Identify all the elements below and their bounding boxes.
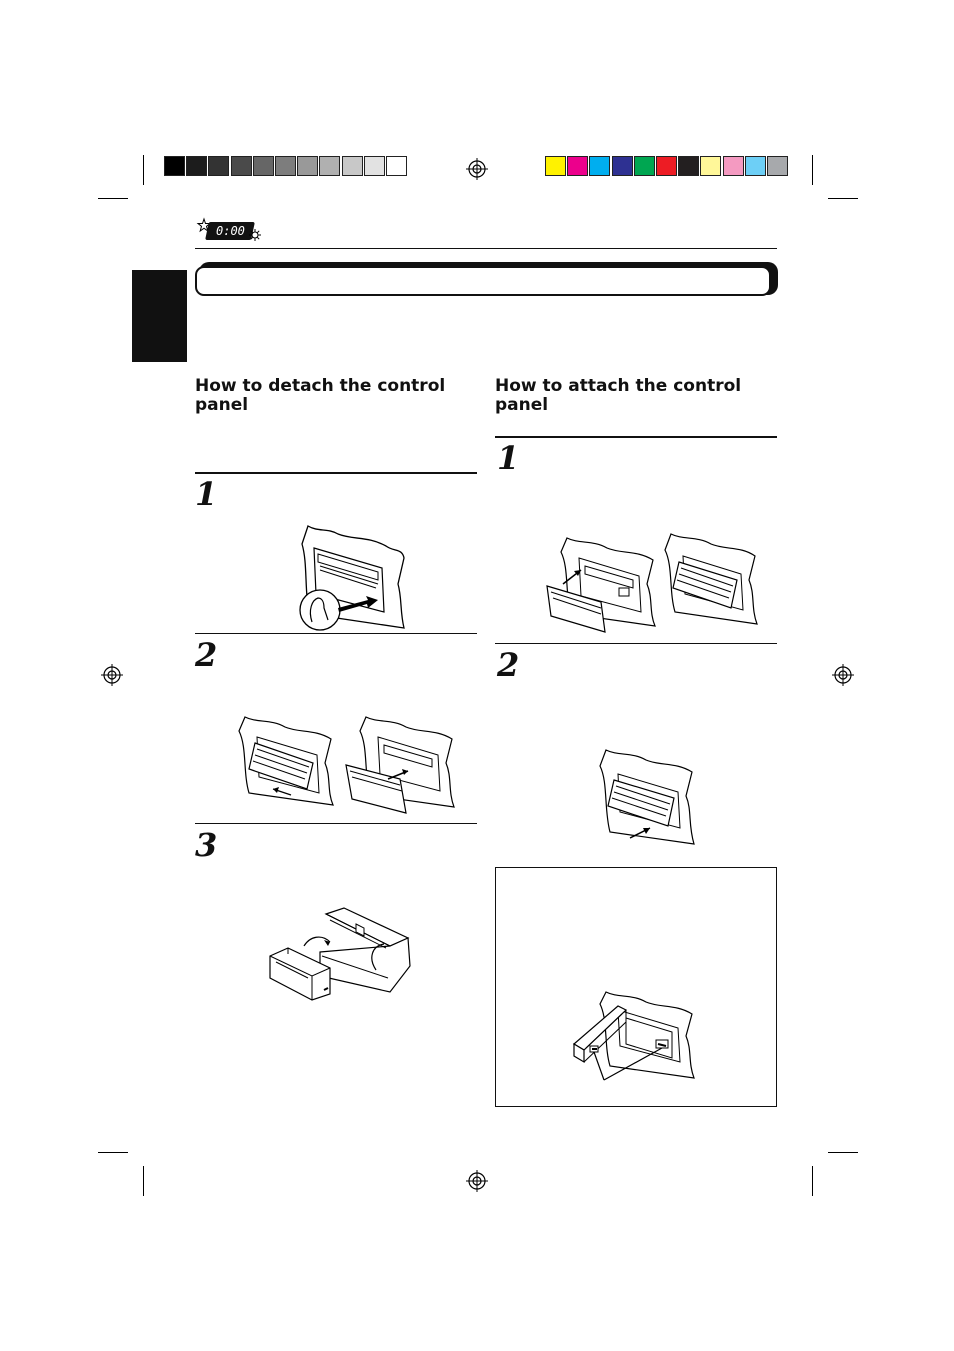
clock-header-icon	[198, 219, 262, 243]
section-divider	[195, 472, 477, 474]
color-swatch	[319, 156, 340, 176]
title-bar	[195, 262, 778, 299]
color-swatch	[634, 156, 655, 176]
registration-target-icon	[466, 158, 488, 180]
section-divider	[495, 643, 777, 644]
registration-target-icon	[101, 664, 123, 686]
color-swatch	[700, 156, 721, 176]
color-swatch	[275, 156, 296, 176]
color-swatch	[567, 156, 588, 176]
detach-heading: How to detach the control panel	[195, 376, 446, 415]
color-swatch	[545, 156, 566, 176]
side-tab	[132, 270, 187, 362]
panel-insert-left-side-illustration	[543, 536, 659, 632]
color-swatch	[745, 156, 766, 176]
color-swatch	[208, 156, 229, 176]
crop-mark	[98, 1152, 128, 1153]
registration-target-icon	[832, 664, 854, 686]
step-number: 3	[195, 826, 218, 864]
color-swatch	[364, 156, 385, 176]
section-divider	[195, 823, 477, 824]
header-rule	[195, 248, 777, 249]
clock-display-text: 0:00	[216, 224, 245, 238]
crop-mark	[98, 198, 128, 199]
color-swatch	[164, 156, 185, 176]
step-number: 1	[195, 475, 218, 513]
panel-pull-out-illustration	[344, 713, 456, 813]
color-swatch	[723, 156, 744, 176]
color-swatch	[297, 156, 318, 176]
color-swatch	[589, 156, 610, 176]
press-release-button-illustration	[298, 524, 408, 632]
panel-open-illustration	[237, 713, 337, 807]
crop-mark	[812, 1166, 813, 1196]
crop-mark	[143, 1166, 144, 1196]
attach-heading: How to attach the control panel	[495, 376, 742, 415]
panel-attached-illustration	[663, 530, 759, 628]
color-swatch	[678, 156, 699, 176]
connector-illustration	[572, 990, 698, 1086]
color-swatch	[767, 156, 788, 176]
color-swatch	[231, 156, 252, 176]
gear-icon	[249, 229, 261, 241]
section-divider	[195, 633, 477, 634]
crop-mark	[828, 1152, 858, 1153]
step-number: 2	[497, 646, 520, 684]
step-number: 1	[497, 439, 520, 477]
color-swatch	[342, 156, 363, 176]
panel-into-case-illustration	[268, 906, 414, 1000]
crop-mark	[828, 198, 858, 199]
color-swatch	[253, 156, 274, 176]
registration-target-icon	[466, 1170, 488, 1192]
color-swatch	[656, 156, 677, 176]
title-bar-box	[195, 266, 771, 296]
crop-mark	[143, 155, 144, 185]
step-number: 2	[195, 636, 218, 674]
press-panel-closed-illustration	[598, 746, 698, 850]
color-swatch	[612, 156, 633, 176]
section-divider	[495, 436, 777, 438]
color-swatch	[386, 156, 407, 176]
color-swatch	[186, 156, 207, 176]
crop-mark	[812, 155, 813, 185]
